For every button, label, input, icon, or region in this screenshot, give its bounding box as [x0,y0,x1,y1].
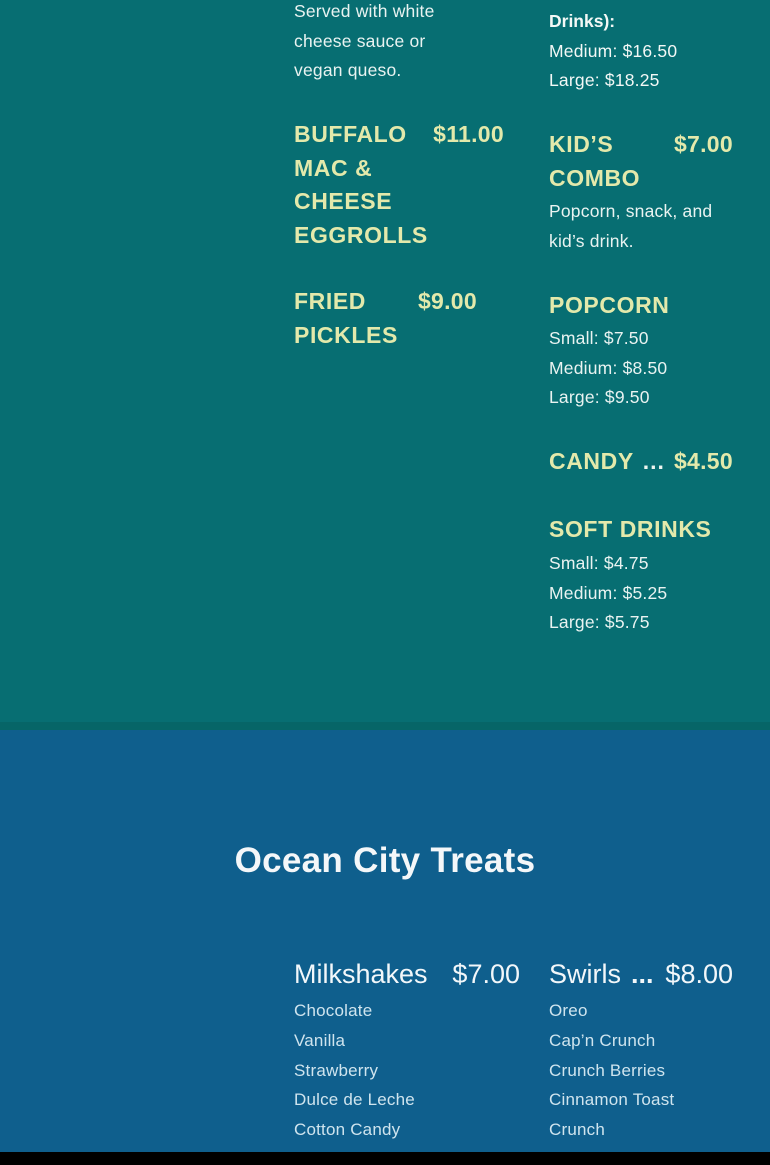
price-leader-dots: ... [642,448,665,474]
item-price: $7.00 [452,959,520,989]
item-name: FRIED PICKLES [294,288,398,348]
menu-item-soft-drinks [549,513,733,547]
item-name: KID’S COMBO [549,131,641,191]
flavor-item: Oreo [549,1001,588,1020]
item-name: POPCORN [549,292,670,318]
menu-item-kids-combo [549,128,733,195]
item-name: SOFT DRINKS [549,516,712,542]
item-name: BUFFALO MAC & CHEESE EGGROLLS [294,121,428,248]
item-name: Milkshakes [294,959,428,989]
item-name: Swirls [549,959,621,989]
snacks-left-column [294,0,504,730]
item-description: Popcorn, snack, and kid’s drink. [549,201,713,251]
milkshake-flavors [294,996,520,1145]
snacks-right-column [549,0,733,730]
treats-left-column [294,958,520,1145]
footer-bar [0,1152,770,1165]
popcorn-sizes [549,324,667,413]
flavor-item: Cap’n Crunch Crunch Berries [549,1030,666,1080]
item-price: $4.50 [673,448,733,474]
size-line: Large: $5.75 [549,612,650,633]
size-line: Medium: $8.50 [549,357,668,378]
size-line: Medium: $16.50 [549,40,678,61]
item-price: $8.00 [665,959,733,989]
item-name: CANDY [549,448,634,474]
item-price: $9.00 [417,288,477,314]
size-line: Small: $7.50 [549,328,649,348]
flavor-item: Cinnamon Toast Crunch [549,1090,675,1140]
menu-item-popcorn [549,289,733,323]
combo-sizes [549,37,733,96]
size-line: Large: $9.50 [549,387,650,408]
swirl-flavors [549,996,711,1145]
menu-item-milkshakes [294,958,520,991]
flavor-item: Chocolate [294,1001,373,1020]
menu-item-buffalo-mac [294,118,504,252]
menu-item-fried-pickles [294,285,504,352]
treats-section-title: Ocean City Treats [234,841,536,880]
menu-item-candy [549,445,733,479]
price-leader-dots: ... [631,959,654,989]
size-line: Large: $18.25 [549,70,660,91]
flavor-item: Cotton Candy [294,1120,401,1140]
item-price: $11.00 [433,121,504,147]
soft-drink-sizes [549,549,667,638]
combo-label-fragment: Drinks): [549,11,616,31]
treats-right-column [549,958,733,1145]
flavor-item: Strawberry [294,1060,379,1080]
item-description: Served with white cheese sauce or vegan queso. [294,1,435,81]
size-line: Small: $4.75 [549,553,649,573]
combo-size-list [549,7,733,96]
flavor-item: Vanilla [294,1030,346,1050]
size-line: Medium: $5.25 [549,582,668,603]
item-price: $7.00 [673,131,733,157]
menu-item-swirls [549,958,733,991]
treats-section [0,730,770,1152]
flavor-item: Dulce de Leche [294,1090,415,1110]
